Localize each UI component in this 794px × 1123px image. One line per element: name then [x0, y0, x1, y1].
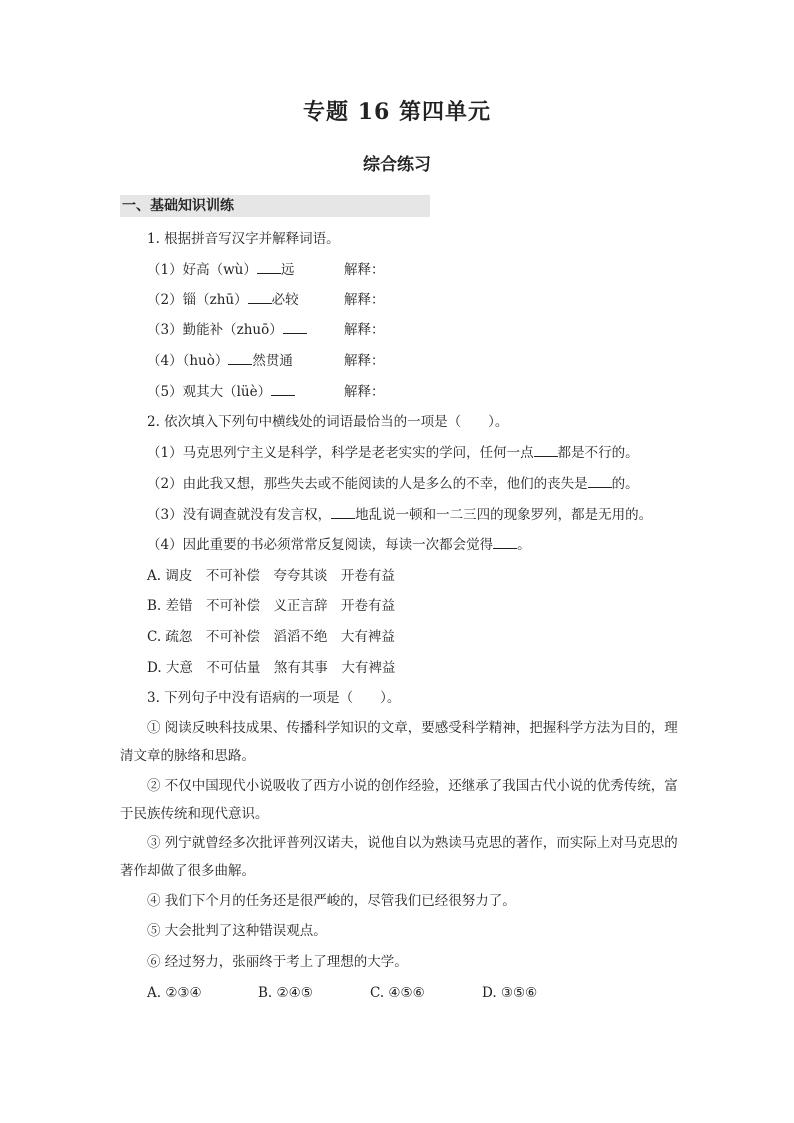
page-title: 专题 16 第四单元	[303, 99, 491, 125]
question-1-item-1	[147, 260, 294, 280]
blank-line	[534, 443, 558, 457]
sentence-text: 。	[517, 537, 531, 553]
explanation-label: 解释：	[344, 262, 385, 278]
question-2-sentence-4	[147, 535, 531, 555]
blank-line	[283, 320, 307, 334]
item-text: 必较	[271, 292, 299, 308]
question-3-sentence-4: ④ 我们下个月的任务还是很严峻的，尽管我们已经很努力了。	[147, 893, 516, 909]
question-2-option-a: A. 调皮 不可补偿 夸夸其谈 开卷有益	[147, 568, 395, 584]
question-3-option-d: D. ③⑤⑥	[482, 985, 538, 1001]
question-2-option-b: B. 差错 不可补偿 义正言辞 开卷有益	[147, 598, 396, 614]
sentence-text: （4）因此重要的书必须常常反复阅读，每读一次都会觉得	[147, 537, 494, 553]
page-subtitle: 综合练习	[363, 155, 431, 175]
sentence-text: 都是不行的。	[557, 445, 639, 461]
question-2-option-d: D. 大意 不可估量 煞有其事 大有裨益	[147, 660, 396, 676]
question-3-option-a: A. ②③④	[147, 985, 202, 1001]
item-text: （1）好高（wù）	[147, 262, 257, 278]
sentence-text: （3）没有调查就没有发言权，	[147, 507, 332, 523]
sentence-text: 的。	[611, 476, 639, 492]
question-2-option-c: C. 疏忽 不可补偿 滔滔不绝 大有裨益	[147, 629, 395, 645]
question-3-option-c: C. ④⑤⑥	[370, 985, 425, 1001]
question-2-stem: 2. 依次填入下列句中横线处的词语最恰当的一项是（ ）。	[147, 414, 509, 430]
question-3-stem: 3. 下列句子中没有语病的一项是（ ）。	[147, 690, 401, 706]
question-2-sentence-2	[147, 474, 639, 494]
question-1-item-4	[147, 351, 293, 371]
item-text: （4）（huò）	[147, 353, 229, 369]
question-2-sentence-1	[147, 443, 639, 463]
sentence-text: 地乱说一顿和一二三四的现象罗列，都是无用的。	[355, 507, 653, 523]
blank-line	[271, 382, 295, 396]
item-text: 远	[280, 262, 295, 278]
question-3-sentence-5: ⑤ 大会批判了这种错误观点。	[147, 923, 327, 939]
question-3-sentence-6: ⑥ 经过努力，张丽终于考上了理想的大学。	[147, 954, 408, 970]
question-1-stem: 1. 根据拼音写汉字并解释词语。	[147, 231, 340, 247]
item-text: （5）观其大（lüè）	[147, 384, 272, 400]
explanation-label: 解释：	[344, 353, 385, 369]
blank-line	[331, 505, 355, 519]
item-text: （3）勤能补（zhuō）	[147, 322, 283, 338]
blank-line	[588, 474, 612, 488]
question-3-option-b: B. ②④⑤	[258, 985, 313, 1001]
explanation-label: 解释：	[344, 384, 385, 400]
sentence-text: （2）由此我又想，那些失去或不能阅读的人是多么的不幸，他们的丧失是	[147, 476, 588, 492]
question-1-item-2	[147, 290, 299, 310]
blank-line	[493, 535, 517, 549]
question-2-sentence-3	[147, 505, 652, 525]
blank-line	[228, 351, 252, 365]
section-heading: 一、基础知识训练	[120, 195, 430, 217]
question-1-item-3	[147, 320, 307, 340]
question-3-sentence-2: ② 不仅中国现代小说吸收了西方小说的创作经验，还继承了我国古代小说的优秀传统，富于民族传统和现代意识。	[120, 778, 678, 822]
question-3-sentence-3: ③ 列宁就曾经多次批评普列汉诺夫，说他自以为熟读马克思的著作，而实际上对马克思的著作却做了很多曲解。	[120, 835, 678, 879]
explanation-label: 解释：	[344, 292, 385, 308]
item-text: 然贯通	[252, 353, 293, 369]
question-3-sentence-1: ① 阅读反映科技成果、传播科学知识的文章，要感受科学精神，把握科学方法为目的，理清文章的脉络和思路。	[120, 720, 678, 764]
blank-line	[257, 260, 281, 274]
sentence-text: （1）马克思列宁主义是科学，科学是老老实实的学问，任何一点	[147, 445, 534, 461]
blank-line	[248, 290, 272, 304]
item-text: （2）锱（zhū）	[147, 292, 248, 308]
question-1-item-5	[147, 382, 295, 402]
explanation-label: 解释：	[344, 322, 385, 338]
